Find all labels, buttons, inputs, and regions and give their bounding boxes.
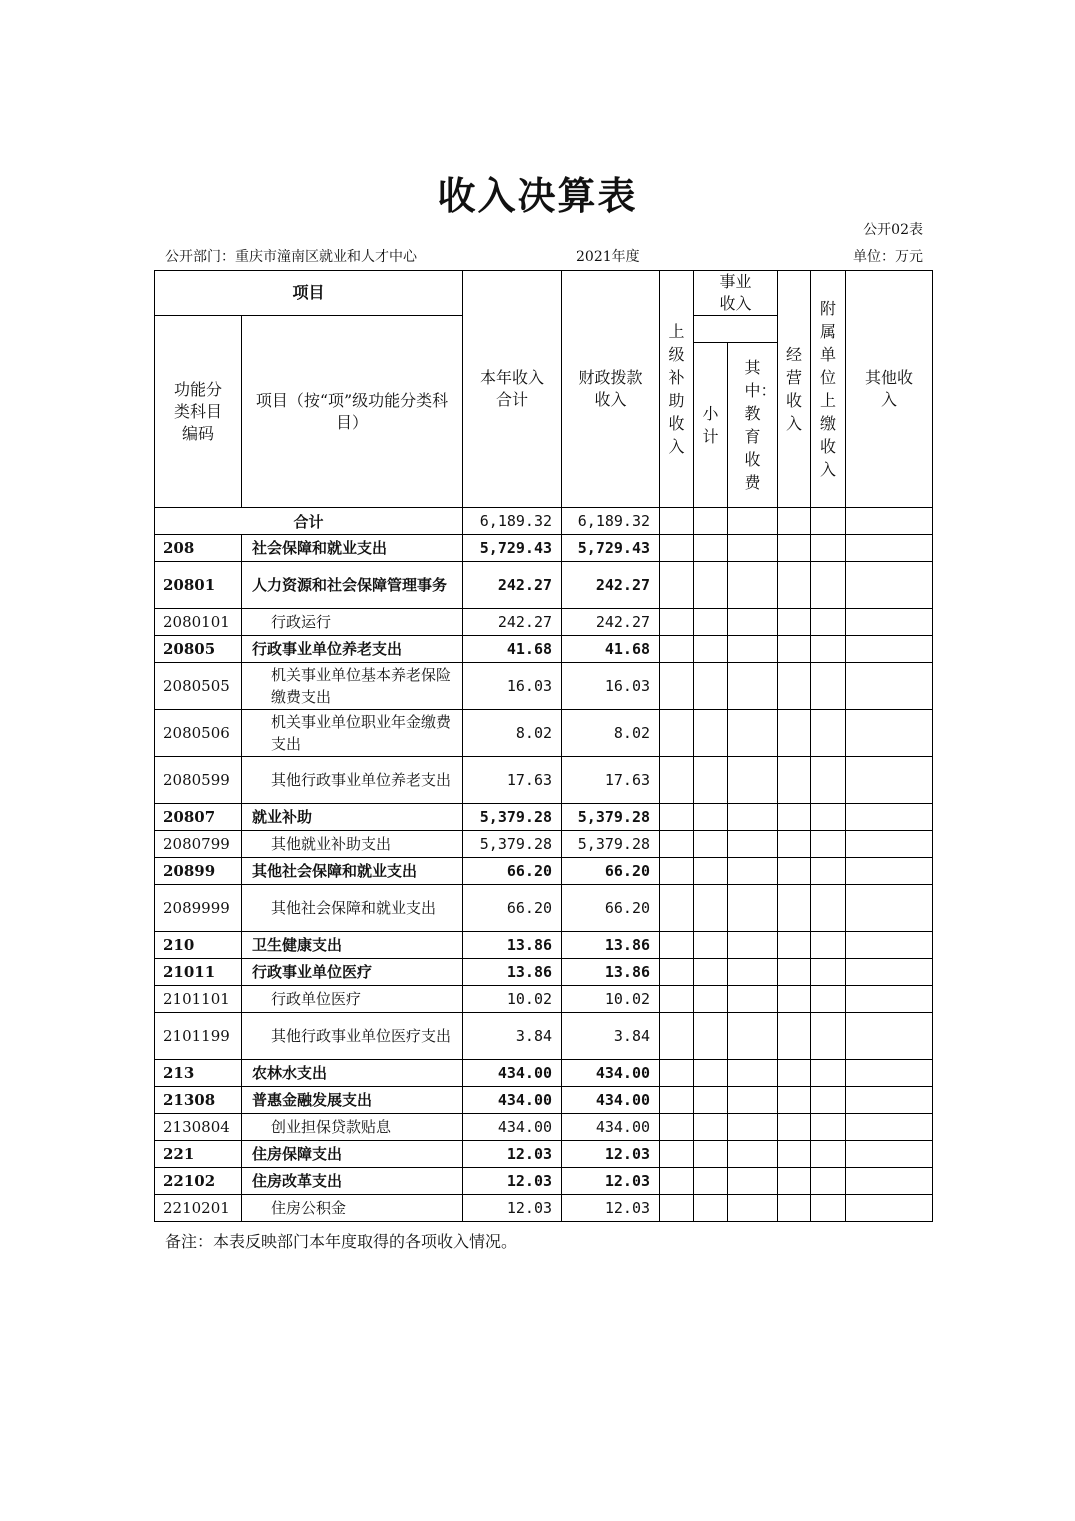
empty-cell bbox=[778, 959, 811, 986]
table-row bbox=[155, 757, 933, 804]
empty-cell bbox=[811, 858, 846, 885]
row-total: 66.20 bbox=[463, 885, 562, 932]
empty-cell bbox=[778, 1013, 811, 1060]
empty-cell bbox=[694, 562, 728, 609]
total-row bbox=[155, 508, 933, 535]
row-code: 20801 bbox=[155, 562, 242, 609]
empty-cell bbox=[811, 885, 846, 932]
empty-cell bbox=[694, 508, 728, 535]
row-name: 机关事业单位职业年金缴费支出 bbox=[242, 710, 463, 757]
empty-cell bbox=[846, 636, 933, 663]
empty-cell bbox=[728, 1141, 778, 1168]
row-name: 其他行政事业单位医疗支出 bbox=[242, 1013, 463, 1060]
row-fiscal: 12.03 bbox=[562, 1168, 660, 1195]
empty-cell bbox=[811, 535, 846, 562]
empty-cell bbox=[811, 1168, 846, 1195]
empty-cell bbox=[778, 1060, 811, 1087]
table-row bbox=[155, 1168, 933, 1195]
empty-cell bbox=[846, 609, 933, 636]
empty-cell bbox=[660, 932, 694, 959]
empty-cell bbox=[811, 804, 846, 831]
empty-cell bbox=[728, 663, 778, 710]
header-item: 项目（按“项”级功能分类科目） bbox=[242, 316, 463, 508]
empty-cell bbox=[778, 986, 811, 1013]
table-row bbox=[155, 663, 933, 710]
empty-cell bbox=[778, 1114, 811, 1141]
empty-cell bbox=[660, 535, 694, 562]
table-row bbox=[155, 932, 933, 959]
header-operating: 经营收入 bbox=[778, 271, 811, 508]
empty-cell bbox=[811, 562, 846, 609]
row-fiscal: 434.00 bbox=[562, 1087, 660, 1114]
empty-cell bbox=[660, 636, 694, 663]
table-row bbox=[155, 885, 933, 932]
empty-cell bbox=[846, 1013, 933, 1060]
row-fiscal: 66.20 bbox=[562, 858, 660, 885]
row-total: 12.03 bbox=[463, 1141, 562, 1168]
row-name: 卫生健康支出 bbox=[242, 932, 463, 959]
row-fiscal: 41.68 bbox=[562, 636, 660, 663]
empty-cell bbox=[728, 1168, 778, 1195]
empty-cell bbox=[660, 986, 694, 1013]
row-name: 住房公积金 bbox=[242, 1195, 463, 1222]
empty-cell bbox=[660, 562, 694, 609]
empty-cell bbox=[728, 858, 778, 885]
table-row bbox=[155, 1060, 933, 1087]
empty-cell bbox=[694, 636, 728, 663]
table-row bbox=[155, 562, 933, 609]
empty-cell bbox=[694, 1013, 728, 1060]
row-fiscal: 10.02 bbox=[562, 986, 660, 1013]
row-total: 5,729.43 bbox=[463, 535, 562, 562]
department-label: 公开部门：重庆市潼南区就业和人才中心 bbox=[165, 249, 417, 265]
empty-cell bbox=[660, 1013, 694, 1060]
footnote: 备注：本表反映部门本年度取得的各项收入情况。 bbox=[165, 1232, 518, 1251]
empty-cell bbox=[728, 710, 778, 757]
empty-cell bbox=[728, 885, 778, 932]
empty-cell bbox=[811, 636, 846, 663]
empty-cell bbox=[778, 1087, 811, 1114]
empty-cell bbox=[778, 562, 811, 609]
empty-cell bbox=[660, 959, 694, 986]
empty-cell bbox=[660, 804, 694, 831]
row-code: 20807 bbox=[155, 804, 242, 831]
empty-cell bbox=[728, 959, 778, 986]
empty-cell bbox=[694, 1141, 728, 1168]
empty-cell bbox=[728, 831, 778, 858]
empty-cell bbox=[846, 858, 933, 885]
header-affiliated: 附属单位上缴收入 bbox=[811, 271, 846, 508]
row-name: 行政运行 bbox=[242, 609, 463, 636]
empty-cell bbox=[778, 804, 811, 831]
row-fiscal: 5,729.43 bbox=[562, 535, 660, 562]
empty-cell bbox=[846, 959, 933, 986]
header-code: 功能分类科目编码 bbox=[155, 316, 242, 508]
empty-cell bbox=[778, 885, 811, 932]
row-total: 66.20 bbox=[463, 858, 562, 885]
row-name: 其他社会保障和就业支出 bbox=[242, 858, 463, 885]
row-fiscal: 8.02 bbox=[562, 710, 660, 757]
table-row bbox=[155, 710, 933, 757]
empty-cell bbox=[728, 757, 778, 804]
empty-cell bbox=[846, 1060, 933, 1087]
row-name: 创业担保贷款贴息 bbox=[242, 1114, 463, 1141]
header-superior: 上级补助收入 bbox=[660, 271, 694, 508]
table-row bbox=[155, 959, 933, 986]
header-fiscal: 财政拨款收入 bbox=[562, 271, 660, 508]
empty-cell bbox=[694, 609, 728, 636]
row-code: 22102 bbox=[155, 1168, 242, 1195]
empty-cell bbox=[694, 959, 728, 986]
empty-cell bbox=[846, 710, 933, 757]
row-code: 2210201 bbox=[155, 1195, 242, 1222]
empty-cell bbox=[694, 1195, 728, 1222]
empty-cell bbox=[728, 804, 778, 831]
empty-cell bbox=[846, 1195, 933, 1222]
row-name: 机关事业单位基本养老保险缴费支出 bbox=[242, 663, 463, 710]
empty-cell bbox=[778, 1195, 811, 1222]
empty-cell bbox=[846, 508, 933, 535]
row-name: 行政事业单位养老支出 bbox=[242, 636, 463, 663]
empty-cell bbox=[728, 1195, 778, 1222]
row-fiscal: 12.03 bbox=[562, 1195, 660, 1222]
row-fiscal: 3.84 bbox=[562, 1013, 660, 1060]
empty-cell bbox=[778, 663, 811, 710]
row-fiscal: 16.03 bbox=[562, 663, 660, 710]
empty-cell bbox=[811, 1013, 846, 1060]
empty-cell bbox=[694, 1087, 728, 1114]
row-total: 10.02 bbox=[463, 986, 562, 1013]
row-code: 2130804 bbox=[155, 1114, 242, 1141]
empty-cell bbox=[846, 1087, 933, 1114]
row-code: 2080505 bbox=[155, 663, 242, 710]
empty-cell bbox=[778, 636, 811, 663]
empty-cell bbox=[728, 932, 778, 959]
row-code: 221 bbox=[155, 1141, 242, 1168]
row-name: 人力资源和社会保障管理事务 bbox=[242, 562, 463, 609]
empty-cell bbox=[660, 1060, 694, 1087]
row-total: 8.02 bbox=[463, 710, 562, 757]
row-fiscal: 434.00 bbox=[562, 1114, 660, 1141]
empty-cell bbox=[660, 858, 694, 885]
header-total: 本年收入合计 bbox=[463, 271, 562, 508]
empty-cell bbox=[846, 986, 933, 1013]
empty-cell bbox=[728, 1013, 778, 1060]
empty-cell bbox=[811, 932, 846, 959]
row-fiscal: 5,379.28 bbox=[562, 831, 660, 858]
empty-cell bbox=[846, 1114, 933, 1141]
empty-cell bbox=[660, 1168, 694, 1195]
empty-cell bbox=[728, 636, 778, 663]
empty-cell bbox=[660, 831, 694, 858]
row-code: 21308 bbox=[155, 1087, 242, 1114]
row-total: 13.86 bbox=[463, 932, 562, 959]
row-fiscal: 13.86 bbox=[562, 932, 660, 959]
header-business: 事业收入 bbox=[694, 271, 778, 316]
empty-cell bbox=[846, 831, 933, 858]
row-code: 2080506 bbox=[155, 710, 242, 757]
empty-cell bbox=[660, 885, 694, 932]
row-code: 20899 bbox=[155, 858, 242, 885]
empty-cell bbox=[660, 1141, 694, 1168]
table-row bbox=[155, 1087, 933, 1114]
table-row bbox=[155, 1013, 933, 1060]
empty-cell bbox=[811, 710, 846, 757]
row-total: 242.27 bbox=[463, 562, 562, 609]
empty-cell bbox=[778, 858, 811, 885]
empty-cell bbox=[778, 932, 811, 959]
empty-cell bbox=[694, 535, 728, 562]
row-code: 2101199 bbox=[155, 1013, 242, 1060]
header-other: 其他收入 bbox=[846, 271, 933, 508]
empty-cell bbox=[811, 757, 846, 804]
header-edu-fee: 其中：教育收费 bbox=[728, 343, 778, 508]
empty-cell bbox=[778, 757, 811, 804]
empty-cell bbox=[846, 535, 933, 562]
empty-cell bbox=[660, 710, 694, 757]
row-total: 12.03 bbox=[463, 1168, 562, 1195]
empty-cell bbox=[694, 804, 728, 831]
empty-cell bbox=[778, 535, 811, 562]
empty-cell bbox=[811, 1195, 846, 1222]
row-fiscal: 66.20 bbox=[562, 885, 660, 932]
table-row bbox=[155, 1195, 933, 1222]
row-total: 41.68 bbox=[463, 636, 562, 663]
empty-cell bbox=[728, 609, 778, 636]
empty-cell bbox=[694, 710, 728, 757]
row-total: 434.00 bbox=[463, 1114, 562, 1141]
row-code: 20805 bbox=[155, 636, 242, 663]
empty-cell bbox=[811, 1060, 846, 1087]
empty-cell bbox=[846, 1141, 933, 1168]
empty-cell bbox=[694, 1114, 728, 1141]
empty-cell bbox=[728, 1060, 778, 1087]
empty-cell bbox=[811, 1114, 846, 1141]
row-fiscal: 17.63 bbox=[562, 757, 660, 804]
row-fiscal: 434.00 bbox=[562, 1060, 660, 1087]
row-code: 210 bbox=[155, 932, 242, 959]
row-name: 就业补助 bbox=[242, 804, 463, 831]
row-total: 242.27 bbox=[463, 609, 562, 636]
empty-cell bbox=[846, 932, 933, 959]
empty-cell bbox=[694, 858, 728, 885]
empty-cell bbox=[728, 562, 778, 609]
empty-cell bbox=[811, 986, 846, 1013]
empty-cell bbox=[778, 609, 811, 636]
empty-cell bbox=[660, 663, 694, 710]
header-project: 项目 bbox=[155, 271, 463, 316]
row-name: 住房保障支出 bbox=[242, 1141, 463, 1168]
form-number: 公开02表 bbox=[863, 222, 923, 238]
empty-cell bbox=[778, 831, 811, 858]
empty-cell bbox=[811, 1087, 846, 1114]
empty-cell bbox=[846, 562, 933, 609]
empty-cell bbox=[846, 885, 933, 932]
row-name: 行政单位医疗 bbox=[242, 986, 463, 1013]
row-code: 208 bbox=[155, 535, 242, 562]
table-row bbox=[155, 609, 933, 636]
row-code: 2080599 bbox=[155, 757, 242, 804]
empty-cell bbox=[846, 663, 933, 710]
empty-cell bbox=[778, 1168, 811, 1195]
empty-cell bbox=[811, 663, 846, 710]
table-row bbox=[155, 535, 933, 562]
empty-cell bbox=[778, 1141, 811, 1168]
total-label: 合计 bbox=[155, 508, 463, 535]
row-name: 住房改革支出 bbox=[242, 1168, 463, 1195]
row-name: 其他行政事业单位养老支出 bbox=[242, 757, 463, 804]
empty-cell bbox=[846, 1168, 933, 1195]
income-table bbox=[154, 270, 933, 1222]
empty-cell bbox=[660, 1114, 694, 1141]
row-fiscal: 12.03 bbox=[562, 1141, 660, 1168]
empty-cell bbox=[811, 831, 846, 858]
row-total: 5,379.28 bbox=[463, 831, 562, 858]
row-total: 17.63 bbox=[463, 757, 562, 804]
empty-cell bbox=[778, 710, 811, 757]
page-title: 收入决算表 bbox=[437, 174, 638, 218]
row-total: 12.03 bbox=[463, 1195, 562, 1222]
table-row bbox=[155, 1114, 933, 1141]
empty-cell bbox=[811, 1141, 846, 1168]
row-name: 农林水支出 bbox=[242, 1060, 463, 1087]
empty-cell bbox=[811, 609, 846, 636]
empty-cell bbox=[660, 1195, 694, 1222]
row-code: 2101101 bbox=[155, 986, 242, 1013]
row-total: 3.84 bbox=[463, 1013, 562, 1060]
empty-cell bbox=[811, 959, 846, 986]
row-fiscal: 13.86 bbox=[562, 959, 660, 986]
empty-cell bbox=[694, 986, 728, 1013]
empty-cell bbox=[660, 508, 694, 535]
row-fiscal: 5,379.28 bbox=[562, 804, 660, 831]
row-total: 16.03 bbox=[463, 663, 562, 710]
year-label: 2021年度 bbox=[576, 249, 640, 265]
empty-cell bbox=[694, 663, 728, 710]
row-total: 434.00 bbox=[463, 1060, 562, 1087]
row-name: 普惠金融发展支出 bbox=[242, 1087, 463, 1114]
total-fiscal: 6,189.32 bbox=[562, 508, 660, 535]
empty-cell bbox=[811, 508, 846, 535]
row-name: 其他就业补助支出 bbox=[242, 831, 463, 858]
empty-cell bbox=[728, 986, 778, 1013]
empty-cell bbox=[660, 757, 694, 804]
table-row bbox=[155, 636, 933, 663]
empty-cell bbox=[728, 535, 778, 562]
unit-label: 单位：万元 bbox=[853, 249, 923, 265]
row-fiscal: 242.27 bbox=[562, 609, 660, 636]
table-row bbox=[155, 986, 933, 1013]
empty-cell bbox=[694, 1168, 728, 1195]
row-code: 21011 bbox=[155, 959, 242, 986]
row-code: 2080799 bbox=[155, 831, 242, 858]
empty-cell bbox=[728, 508, 778, 535]
empty-cell bbox=[694, 932, 728, 959]
empty-cell bbox=[728, 1087, 778, 1114]
row-code: 213 bbox=[155, 1060, 242, 1087]
table-row bbox=[155, 831, 933, 858]
header-subtotal: 小计 bbox=[694, 343, 728, 508]
row-name: 社会保障和就业支出 bbox=[242, 535, 463, 562]
empty-cell bbox=[660, 1087, 694, 1114]
total-amount: 6,189.32 bbox=[463, 508, 562, 535]
row-total: 434.00 bbox=[463, 1087, 562, 1114]
table-row bbox=[155, 858, 933, 885]
empty-cell bbox=[694, 885, 728, 932]
table-row bbox=[155, 1141, 933, 1168]
empty-cell bbox=[694, 831, 728, 858]
empty-cell bbox=[778, 508, 811, 535]
empty-cell bbox=[660, 609, 694, 636]
empty-cell bbox=[728, 1114, 778, 1141]
row-code: 2080101 bbox=[155, 609, 242, 636]
empty-cell bbox=[694, 757, 728, 804]
table-row bbox=[155, 804, 933, 831]
row-name: 其他社会保障和就业支出 bbox=[242, 885, 463, 932]
empty-cell bbox=[694, 1060, 728, 1087]
row-name: 行政事业单位医疗 bbox=[242, 959, 463, 986]
empty-cell bbox=[846, 757, 933, 804]
row-total: 13.86 bbox=[463, 959, 562, 986]
empty-cell bbox=[846, 804, 933, 831]
row-total: 5,379.28 bbox=[463, 804, 562, 831]
row-code: 2089999 bbox=[155, 885, 242, 932]
row-fiscal: 242.27 bbox=[562, 562, 660, 609]
